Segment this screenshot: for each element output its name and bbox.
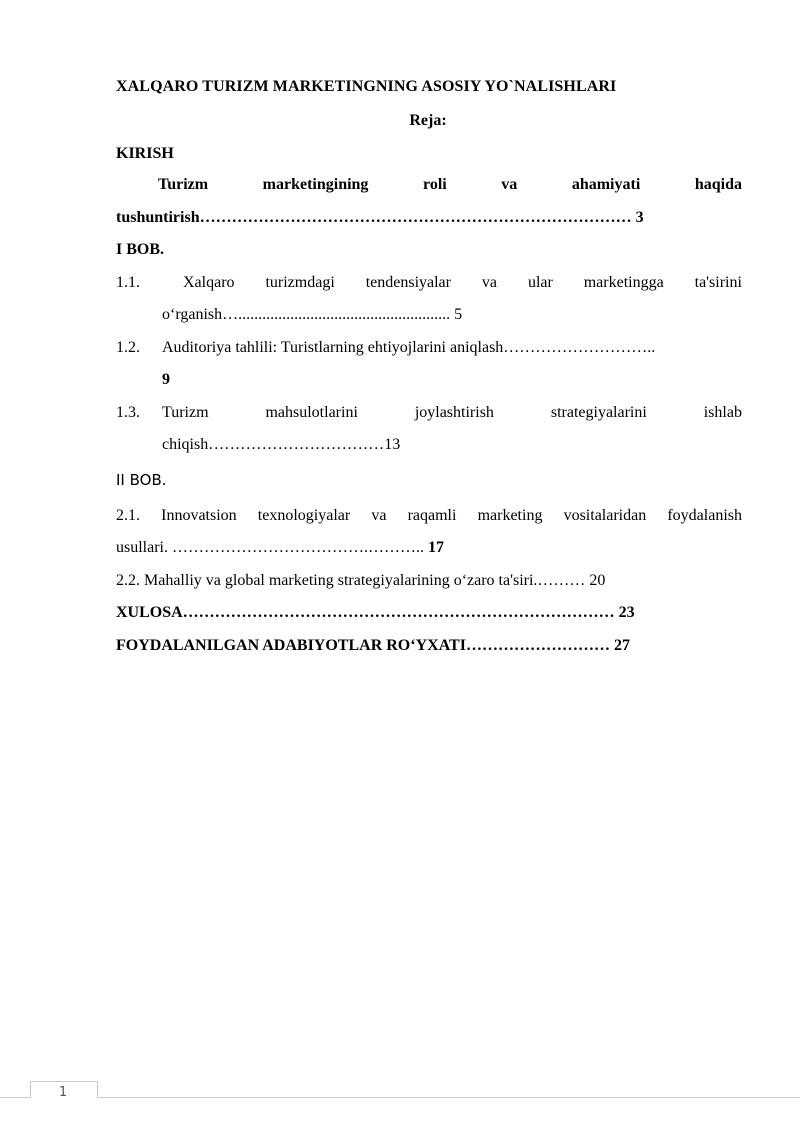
- section-word: foydalanish: [667, 507, 742, 524]
- section-word: marketing: [477, 507, 543, 524]
- section-word: vositalaridan: [563, 507, 647, 524]
- intro-word: va: [501, 176, 518, 193]
- section-2-1-line-2: [116, 539, 444, 557]
- section-1-2-page: 9: [162, 371, 170, 388]
- intro-word: roli: [423, 176, 447, 193]
- section-1-3-line-1: [162, 404, 742, 422]
- section-word: va: [371, 507, 387, 524]
- section-2-1-page: 17: [428, 539, 444, 556]
- plan-heading: Reja:: [409, 112, 447, 129]
- section-1-3-number: 1.3.: [116, 404, 140, 421]
- section-2-2-text: 2.2. Mahalliy va global marketing strategiyalarining o‘zaro ta'siri.……… 20: [116, 572, 606, 589]
- section-word: va: [481, 274, 498, 291]
- section-word: texnologiyalar: [257, 507, 351, 524]
- section-word: ta'sirini: [694, 274, 742, 291]
- section-2-1-line-1: [116, 507, 742, 525]
- section-1-3-line-2: chiqish……………………………13: [162, 436, 401, 453]
- section-1-2-number: 1.2.: [116, 339, 140, 356]
- intro-word: haqida: [694, 176, 742, 193]
- section-2-1-text: usullari. ……………………………….………..: [116, 539, 428, 556]
- references-entry: FOYDALANILGAN ADABIYOTLAR RO‘YXATI……………………… 27: [116, 637, 630, 654]
- intro-line-2: tushuntirish……………………………………………………………………… 3: [116, 209, 644, 226]
- intro-line-1: [158, 176, 742, 194]
- chapter-1-heading: I BOB.: [116, 241, 165, 258]
- section-word: Xalqaro: [183, 274, 235, 291]
- intro-heading: KIRISH: [116, 145, 174, 162]
- section-word: marketingga: [583, 274, 664, 291]
- section-word: Innovatsion: [161, 507, 237, 524]
- section-1-2-text: Auditoriya tahlili: Turistlarning ehtiyojlarini aniqlash………………………..: [162, 339, 656, 356]
- section-word: mahsulotlarini: [265, 404, 358, 421]
- section-word: ular: [527, 274, 553, 291]
- conclusion-entry: XULOSA……………………………………………………………………… 23: [116, 604, 635, 621]
- section-word: ishlab: [703, 404, 742, 421]
- section-word: turizmdagi: [265, 274, 335, 291]
- section-1-1-line-2: o‘rganish…..................................................... 5: [162, 306, 463, 323]
- intro-word: marketingining: [262, 176, 369, 193]
- section-1-1-number: 1.1.: [116, 274, 140, 291]
- document-title: XALQARO TURIZM MARKETINGNING ASOSIY YO`NALISHLARI: [116, 78, 617, 95]
- intro-word: ahamiyati: [571, 176, 641, 193]
- section-word: tendensiyalar: [365, 274, 451, 291]
- intro-word: Turizm: [158, 176, 209, 193]
- section-word: strategiyalarini: [550, 404, 647, 421]
- page-number: 1: [58, 1085, 68, 1100]
- chapter-2-heading: II BOB.: [116, 471, 167, 489]
- section-word: Turizm: [162, 404, 209, 421]
- section-word: joylashtirish: [414, 404, 494, 421]
- section-1-1-line-1: [183, 274, 742, 292]
- footer-divider: [0, 1097, 800, 1098]
- section-word: 2.1.: [116, 507, 140, 524]
- section-word: raqamli: [407, 507, 457, 524]
